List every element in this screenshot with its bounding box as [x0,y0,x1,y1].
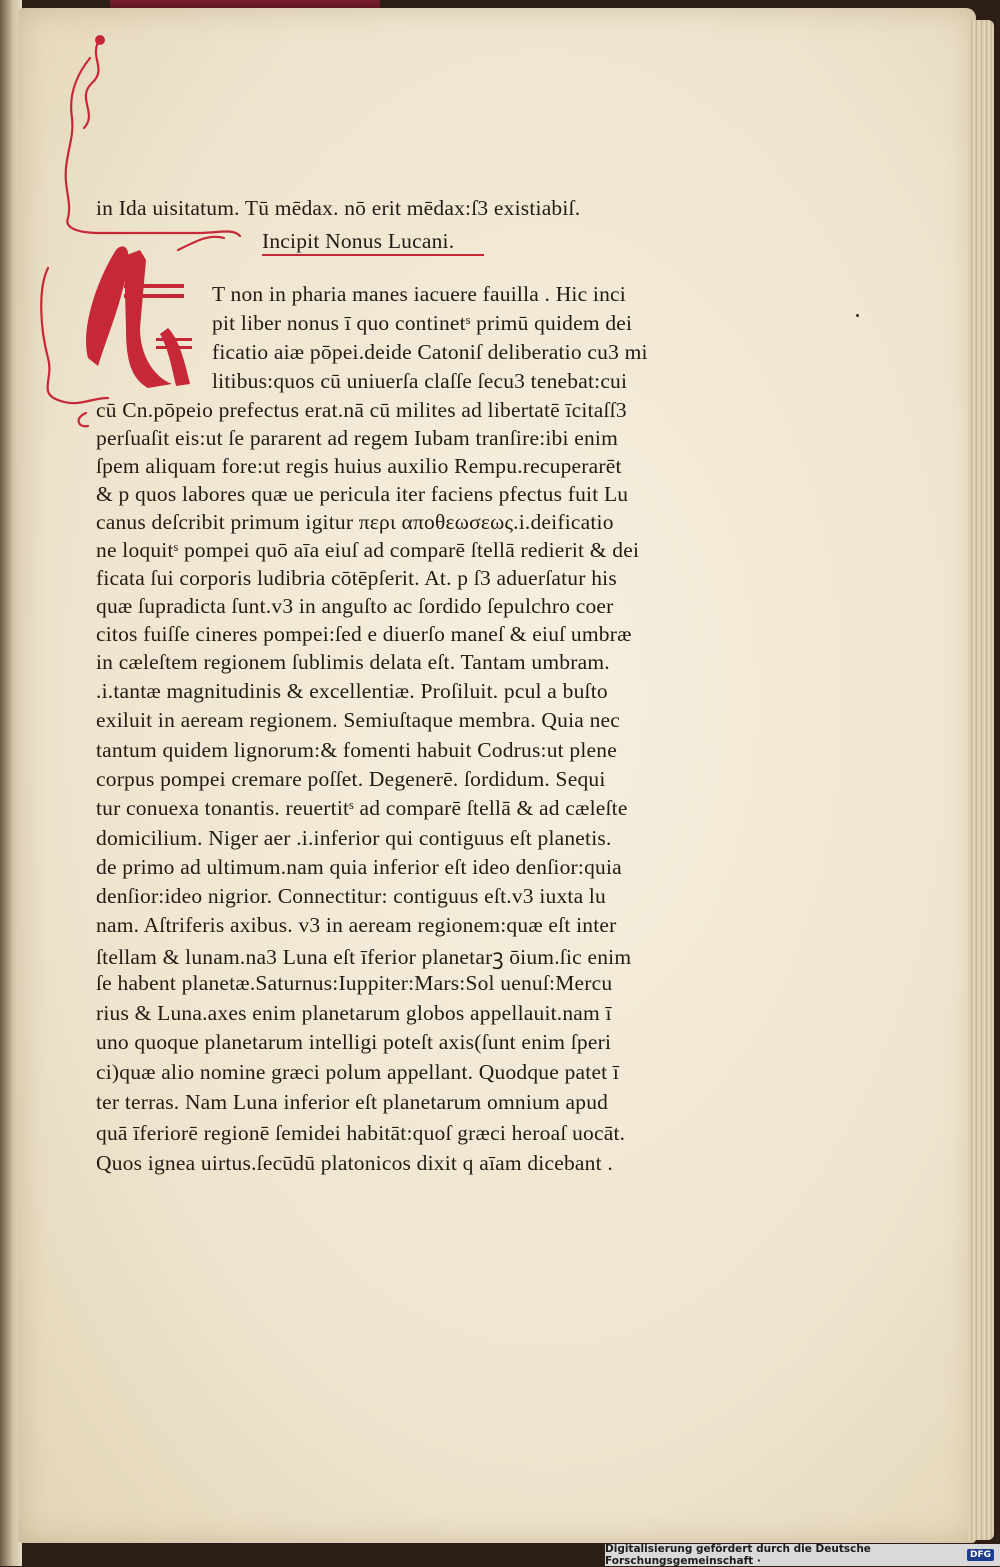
digitization-credit-text: Digitalisierung gefördert durch die Deutsche Forschungsgemeinschaft · [605,1543,871,1567]
text-line: exiluit in aeream regionem. Semiuſtaque membra. Quia nec [96,708,621,732]
text-line: & p quos labores quæ ue pericula iter faciens pfectus fuit Lu [96,482,629,506]
text-line: nam. Aſtriferis axibus. v3 in aeream regionem:quæ eſt inter [96,913,617,937]
text-line: de primo ad ultimum.nam quia inferior eſt ideo denſior:quia [96,855,622,879]
dfg-logo-icon: DFG [967,1549,994,1561]
text-line: quā īferiorē regionē ſemidei habitāt:quoſ græci heroaſ uocāt. [96,1121,626,1145]
chapter-heading: Incipit Nonus Lucani. [262,229,455,253]
text-line: litibus:quos cū uniuerſa claſſe ſecu3 tenebat:cui [212,369,628,393]
text-line: ſtellam & lunam.na3 Luna eſt īferior planetarꝫ ōium.ſic enim [96,945,632,969]
text-line: ficatio aiæ pōpei.deide Catoniſ deliberatio cu3 mi [212,340,648,364]
header-line: in Ida uisitatum. Tū mēdax. nō erit mēdax:ſ3 existiabiſ. [96,196,581,220]
page-fore-edge [968,20,994,1540]
text-line: cū Cn.pōpeio prefectus erat.nā cū milites ad libertatē īcitaſſ3 [96,398,627,422]
text-line: domicilium. Niger aer .i.inferior qui contiguus eſt planetis. [96,826,612,850]
text-line: canus deſcribit primum igitur περι αποθεωσεως.i.deificatio [96,510,614,534]
text-line: ficata ſui corporis ludibria cōtēpſerit. At. p ſ3 aduerſatur his [96,566,617,590]
ink-show-through [640,190,940,340]
text-line: denſior:ideo nigrior. Connectitur: contiguus eſt.v3 iuxta lu [96,884,607,908]
text-line: tur conuexa tonantis. reuertitˢ ad comparē ſtellā & ad cæleſte [96,796,628,820]
text-line: corpus pompei cremare poſſet. Degenerē. ſordidum. Sequi [96,767,606,791]
text-line: citos fuiſſe cineres pompei:ſed e diuerſo maneſ & eiuſ umbræ [96,622,632,646]
text-line: ſpem aliquam fore:ut regis huius auxilio Rempu.recuperarēt [96,454,622,478]
text-line: ci)quæ alio nomine græci polum appellant. Quodque patet ī [96,1060,620,1084]
text-line: T non in pharia manes iacuere fauilla . Hic inci [212,282,626,306]
text-line: ter terras. Nam Luna inferior eſt planetarum omnium apud [96,1090,609,1114]
text-line: tantum quidem lignorum:& fomenti habuit Codrus:ut plene [96,738,617,762]
text-line: perſuaſit eis:ut ſe pararent ad regem Iubam tranſire:ibi enim [96,426,619,450]
heading-rubric-underline [262,254,484,256]
text-line: quæ ſupradicta ſunt.v3 in anguſto ac ſordido ſepulchro coer [96,594,614,618]
text-line: pit liber nonus ī quo continetˢ primū quidem dei [212,311,633,335]
text-line: .i.tantæ magnitudinis & excellentiæ. Proſiluit. pcul a buſto [96,679,608,703]
text-line: ſe habent planetæ.Saturnus:Iuppiter:Mars:Sol uenuſ:Mercu [96,971,613,995]
paper-speck [856,314,859,317]
digitization-credit-bar [605,1544,1000,1566]
decorated-initial-A [28,28,258,428]
text-line: Quos ignea uirtus.ſecūdū platonicos dixit q aīam dicebant . [96,1151,613,1175]
text-line: ne loquitˢ pompei quō aīa eiuſ ad comparē ſtellā redierit & dei [96,538,640,562]
text-line: in cæleſtem regionem ſublimis delata eſt. Tantam umbram. [96,650,610,674]
text-line: rius & Luna.axes enim planetarum globos appellauit.nam ī [96,1001,612,1025]
text-line: uno quoque planetarum intelligi poteſt axis(ſunt enim ſperi [96,1030,612,1054]
